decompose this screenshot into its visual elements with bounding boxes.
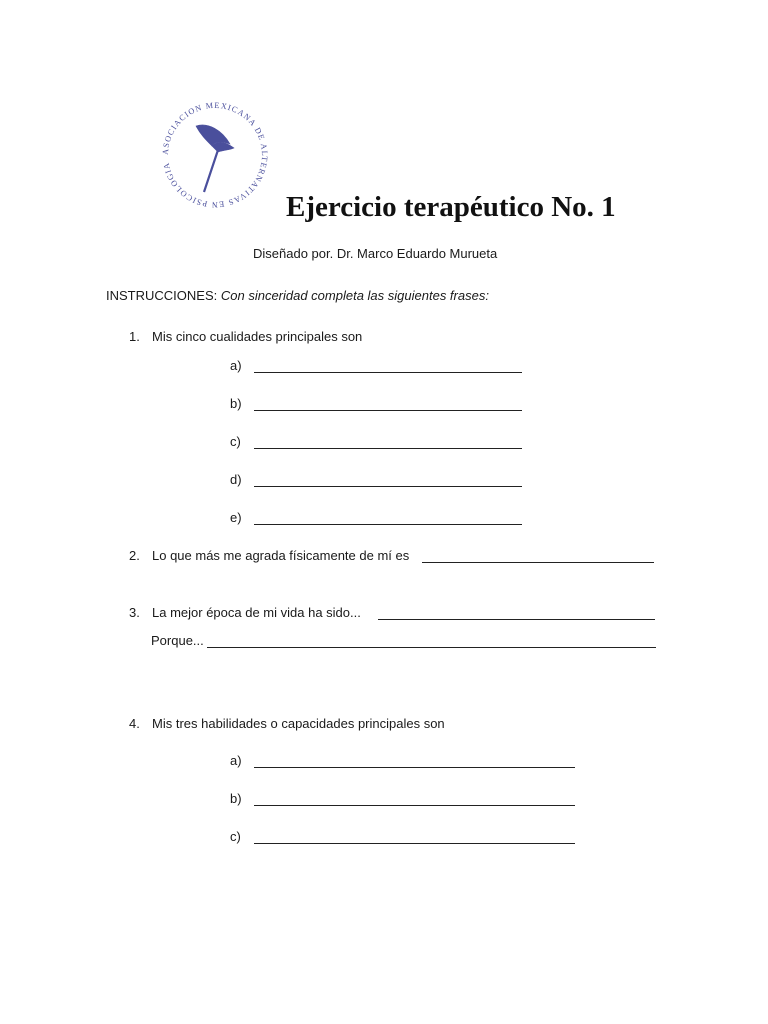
q4-answer-line-c[interactable] xyxy=(254,831,575,844)
q1-answer-line-a[interactable] xyxy=(254,360,522,373)
q1-item-c-label: c) xyxy=(230,434,241,449)
q4-item-b xyxy=(230,791,242,806)
q1-item-d-label: d) xyxy=(230,472,242,487)
author-credit: Diseñado por. Dr. Marco Eduardo Murueta xyxy=(253,246,498,261)
q1-item-e xyxy=(230,510,242,525)
q4-item-c xyxy=(230,829,241,844)
q1-answer-line-c[interactable] xyxy=(254,436,522,449)
q1-item-b-label: b) xyxy=(230,396,242,411)
question-2-text: Lo que más me agrada físicamente de mí es xyxy=(152,548,410,563)
q4-answer-line-b[interactable] xyxy=(254,793,575,806)
question-3-text: La mejor época de mi vida ha sido... xyxy=(152,605,361,620)
q3-answer-line[interactable] xyxy=(378,607,655,620)
instructions xyxy=(106,288,489,303)
q1-item-d xyxy=(230,472,242,487)
quill-flower-icon xyxy=(196,125,234,192)
question-2-number: 2. xyxy=(129,548,140,563)
question-1-number: 1. xyxy=(129,329,140,344)
q1-item-e-label: e) xyxy=(230,510,242,525)
q1-item-c xyxy=(230,434,241,449)
q1-answer-line-d[interactable] xyxy=(254,474,522,487)
q4-answer-line-a[interactable] xyxy=(254,755,575,768)
question-4-number: 4. xyxy=(129,716,140,731)
q4-item-b-label: b) xyxy=(230,791,242,806)
q1-item-a xyxy=(230,358,242,373)
question-1-text: Mis cinco cualidades principales son xyxy=(152,329,363,344)
q3-follow-label: Porque... xyxy=(151,633,204,648)
q3-follow-answer-line[interactable] xyxy=(207,635,656,648)
q4-item-c-label: c) xyxy=(230,829,241,844)
q1-item-a-label: a) xyxy=(230,358,242,373)
association-logo xyxy=(156,96,274,214)
question-4-text: Mis tres habilidades o capacidades principales son xyxy=(152,716,445,731)
q1-answer-line-e[interactable] xyxy=(254,512,522,525)
instructions-text: Con sinceridad completa las siguientes frases: xyxy=(220,288,489,303)
instructions-label: INSTRUCCIONES: xyxy=(106,288,218,303)
q4-item-a xyxy=(230,753,242,768)
q1-answer-line-b[interactable] xyxy=(254,398,522,411)
page-title: Ejercicio terapéutico No. 1 xyxy=(286,191,616,223)
q2-answer-line[interactable] xyxy=(422,550,654,563)
q4-item-a-label: a) xyxy=(230,753,242,768)
q1-item-b xyxy=(230,396,242,411)
question-3-number: 3. xyxy=(129,605,140,620)
logo-ring-text: ASOCIACION MEXICANA DE ALTERNATIVAS EN PSICOLOGIA xyxy=(160,100,270,210)
